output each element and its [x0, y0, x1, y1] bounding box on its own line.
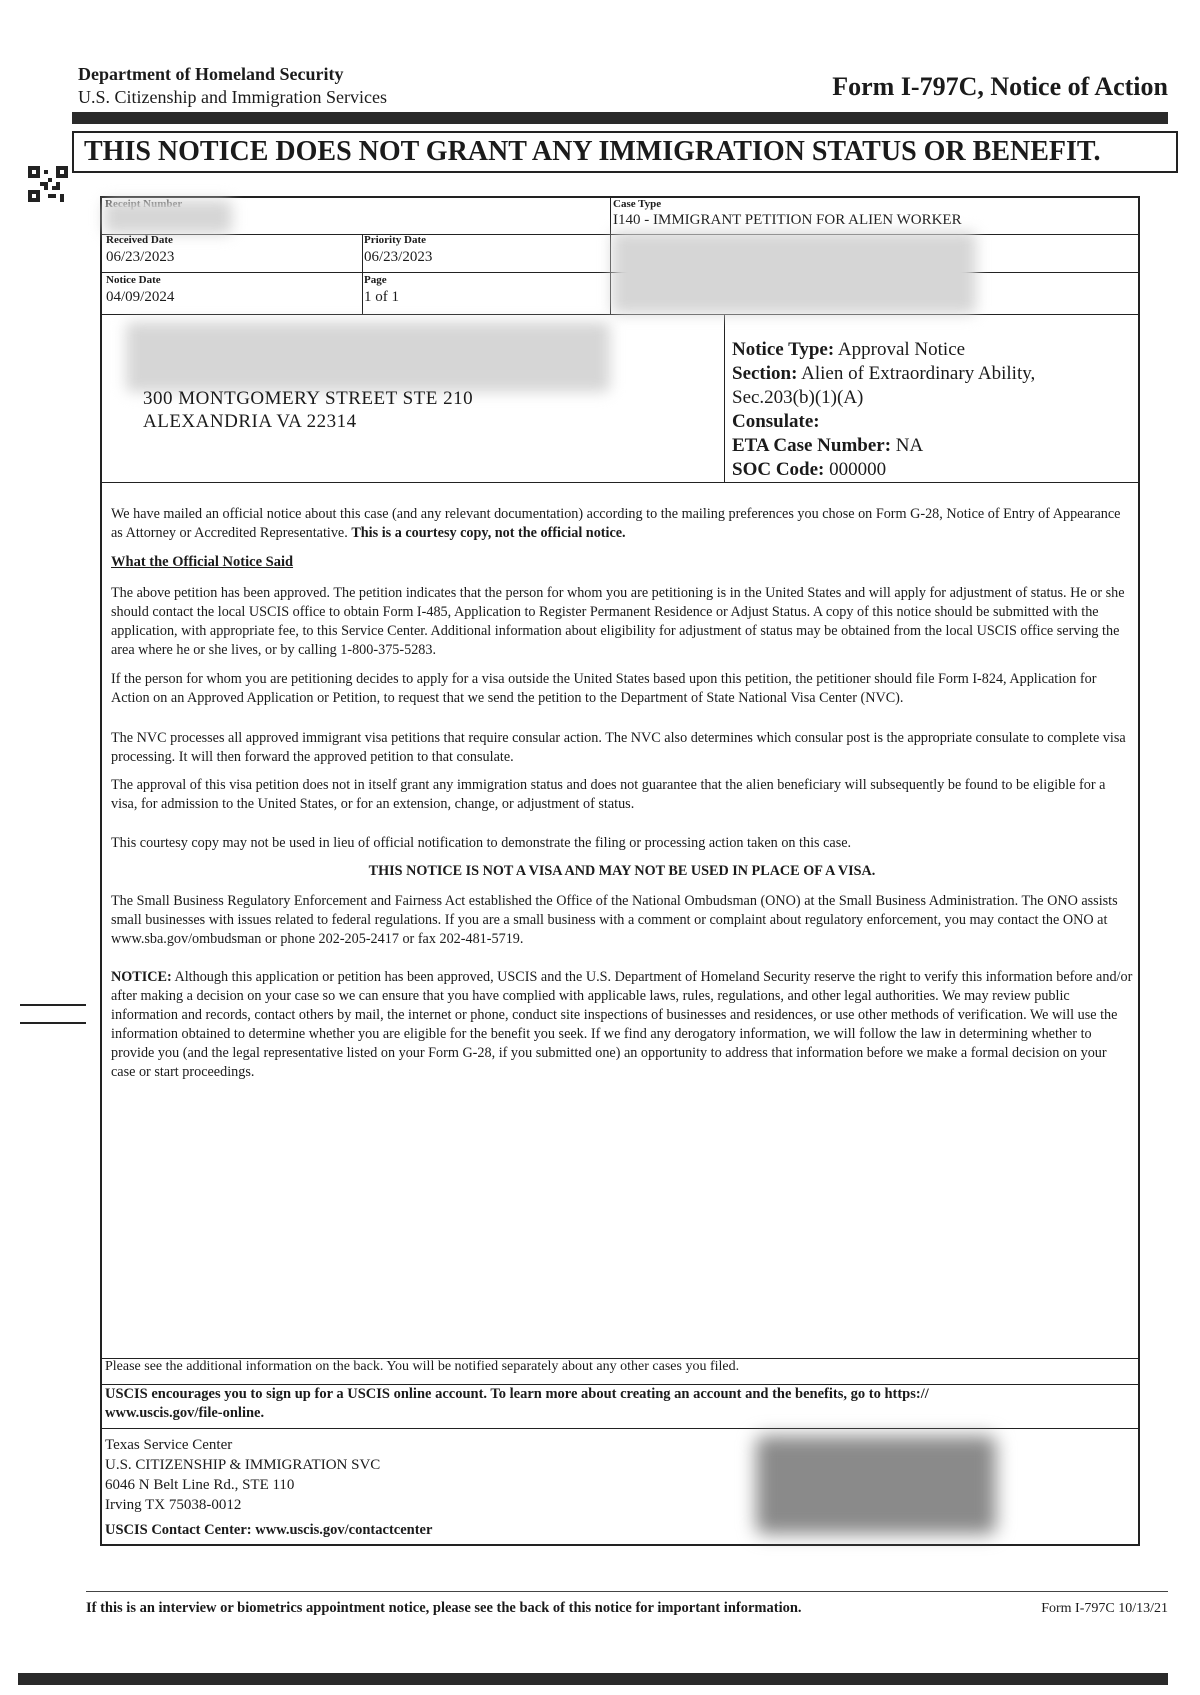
service-center-line4: Irving TX 75038-0012	[105, 1497, 242, 1513]
redacted-barcode	[756, 1436, 996, 1534]
not-a-visa-warning: THIS NOTICE IS NOT A VISA AND MAY NOT BE USED IN PLACE OF A VISA.	[368, 863, 876, 879]
received-date-label: Received Date	[106, 234, 173, 246]
grid-line	[102, 482, 1140, 483]
agency-name: Department of Homeland Security	[78, 64, 344, 84]
paragraph-notice	[111, 968, 1133, 1082]
consulate-label: Consulate:	[732, 411, 820, 432]
section-label: Section:	[732, 363, 798, 384]
paragraph-approval	[111, 584, 1133, 660]
priority-date-label: Priority Date	[364, 234, 426, 246]
service-center-line3: 6046 N Belt Line Rd., STE 110	[105, 1477, 295, 1493]
margin-mark	[20, 1004, 86, 1006]
grid-line	[362, 234, 363, 314]
intro-text: We have mailed an official notice about this case (and any relevant documentation) according to the mailing preferences you chose on Form G-28, Notice of Entry of Appearance as Attorney or Accredited Representative.	[111, 506, 1121, 541]
paragraph-sbrefa	[111, 892, 1133, 949]
paragraph-approval-disclaimer	[111, 776, 1133, 814]
courtesy-copy-note: This is a courtesy copy, not the official notice.	[351, 525, 626, 541]
margin-mark	[20, 1022, 86, 1024]
received-date-value: 06/23/2023	[106, 249, 175, 265]
address-line-1: 300 MONTGOMERY STREET STE 210	[143, 388, 474, 409]
paragraph-sbrefa-text: The Small Business Regulatory Enforcement and Fairness Act established the Office of the National Ombudsman (ONO) at the Small Business Administration. The ONO assists small businesses with issues related to federal regulations. If you are a small business with a comment or complaint about regulatory enforcement, you may contact the ONO at www.sba.gov/ombudsman or phone 202-205-2417 or fax 202-481-5719.	[111, 893, 1118, 947]
paragraph-visa	[111, 670, 1133, 708]
service-center-line2: U.S. CITIZENSHIP & IMMIGRATION SVC	[105, 1457, 381, 1473]
service-center-address	[105, 1435, 380, 1515]
paragraph-courtesy-text: This courtesy copy may not be used in lieu of official notification to demonstrate the filing or processing action taken on this case.	[111, 835, 852, 851]
case-type-label: Case Type	[613, 198, 662, 210]
page-label: Page	[364, 274, 387, 286]
biometrics-note: If this is an interview or biometrics appointment notice, please see the back of this notice for important information.	[86, 1600, 802, 1616]
grid-line	[102, 234, 610, 235]
grid-line	[102, 1428, 1140, 1429]
notice-info	[732, 338, 1132, 482]
section-value-cont: Sec.203(b)(1)(A)	[732, 387, 864, 408]
grid-line	[102, 314, 1140, 315]
priority-date-value: 06/23/2023	[364, 249, 433, 265]
top-rule	[72, 112, 1168, 124]
paragraph-visa-text: If the person for whom you are petitioning decides to apply for a visa outside the United States based upon this petition, the petitioner should file Form I-824, Application for Action on an Approved Application or Petition, to request that we send the petition to the Department of State National Visa Center (NVC).	[111, 671, 1097, 706]
form-title: Form I-797C, Notice of Action	[832, 72, 1168, 101]
paragraph-courtesy	[111, 834, 1133, 853]
paragraph-nvc-text: The NVC processes all approved immigrant visa petitions that require consular action. The NVC also determines which consular post is the appropriate consulate to complete visa processing. It will then forward the approved petition to that consulate.	[111, 730, 1126, 765]
official-notice-heading: What the Official Notice Said	[111, 554, 294, 570]
additional-info-note: Please see the additional information on the back. You will be notified separately about any other cases you filed.	[105, 1359, 740, 1374]
form-number: Form I-797C 10/13/21	[1041, 1601, 1168, 1616]
section-value: Alien of Extraordinary Ability,	[801, 363, 1036, 384]
redacted-beneficiary	[612, 232, 976, 314]
paragraph-nvc	[111, 729, 1133, 767]
grid-line	[610, 198, 611, 314]
case-type-value: I140 - IMMIGRANT PETITION FOR ALIEN WORKER	[613, 212, 962, 228]
page-value: 1 of 1	[364, 289, 399, 305]
redacted-recipient-name	[126, 322, 610, 392]
notice-type-value: Approval Notice	[837, 339, 966, 360]
eta-case-label: ETA Case Number:	[732, 435, 892, 456]
paragraph-approval-text: The above petition has been approved. The petition indicates that the person for whom you are petitioning is in the United States and will apply for adjustment of status. He or she should contact the local USCIS office to obtain Form I-485, Application to Register Permanent Residence or Adjust Status. A copy of this notice should be submitted with the application, with appropriate fee, to this Service Center. Additional information about eligibility for adjustment of status may be obtained from the local USCIS office serving the area where he or she lives, or by calling 1-800-375-5283.	[111, 585, 1125, 658]
notice-date-value: 04/09/2024	[106, 289, 175, 305]
agency-subname: U.S. Citizenship and Immigration Services	[78, 87, 387, 107]
paragraph-approval-disclaimer-text: The approval of this visa petition does not in itself grant any immigration status and does not guarantee that the alien beneficiary will subsequently be found to be eligible for a visa, for admission to the United States, or for an extension, change, or adjustment of status.	[111, 777, 1106, 812]
address-line-2: ALEXANDRIA VA 22314	[143, 411, 357, 432]
grid-line	[724, 314, 725, 482]
intro-paragraph	[111, 505, 1133, 543]
redacted-receipt-number	[104, 200, 232, 234]
notice-date-label: Notice Date	[106, 274, 161, 286]
bottom-rule	[18, 1673, 1168, 1685]
notice-text: Although this application or petition has been approved, USCIS and the U.S. Department of Homeland Security reserve the right to verify this information before and/or after making a decision on your case so we can ensure that you have complied with applicable laws, rules, regulations, and other legal authorities. We may review public information and records, contact others by mail, the internet or phone, conduct site inspections of businesses and residences, or use other methods of verification. We will use the information obtained to determine whether you are eligible for the benefit you seek. If we find any derogatory information, we will follow the law in determining whether to provide you (and the legal representative listed on your Form G-28, if you submitted one) an opportunity to address that information before we make a formal decision on your case or start proceedings.	[111, 969, 1133, 1080]
soc-code-label: SOC Code:	[732, 459, 825, 480]
bottom-separator	[86, 1591, 1168, 1592]
online-account-note: USCIS encourages you to sign up for a USCIS online account. To learn more about creating an account and the benefits, go to https:// www.uscis.gov/file-online.	[105, 1386, 929, 1421]
notice-label: NOTICE:	[111, 969, 172, 985]
notice-type-label: Notice Type:	[732, 339, 835, 360]
soc-code-value: 000000	[829, 459, 887, 480]
service-center-name: Texas Service Center	[105, 1437, 233, 1453]
contact-center-line: USCIS Contact Center: www.uscis.gov/contactcenter	[105, 1522, 433, 1538]
status-banner: THIS NOTICE DOES NOT GRANT ANY IMMIGRATION STATUS OR BENEFIT.	[72, 131, 1178, 173]
eta-case-value: NA	[895, 435, 924, 456]
qr-code-icon	[28, 166, 68, 202]
